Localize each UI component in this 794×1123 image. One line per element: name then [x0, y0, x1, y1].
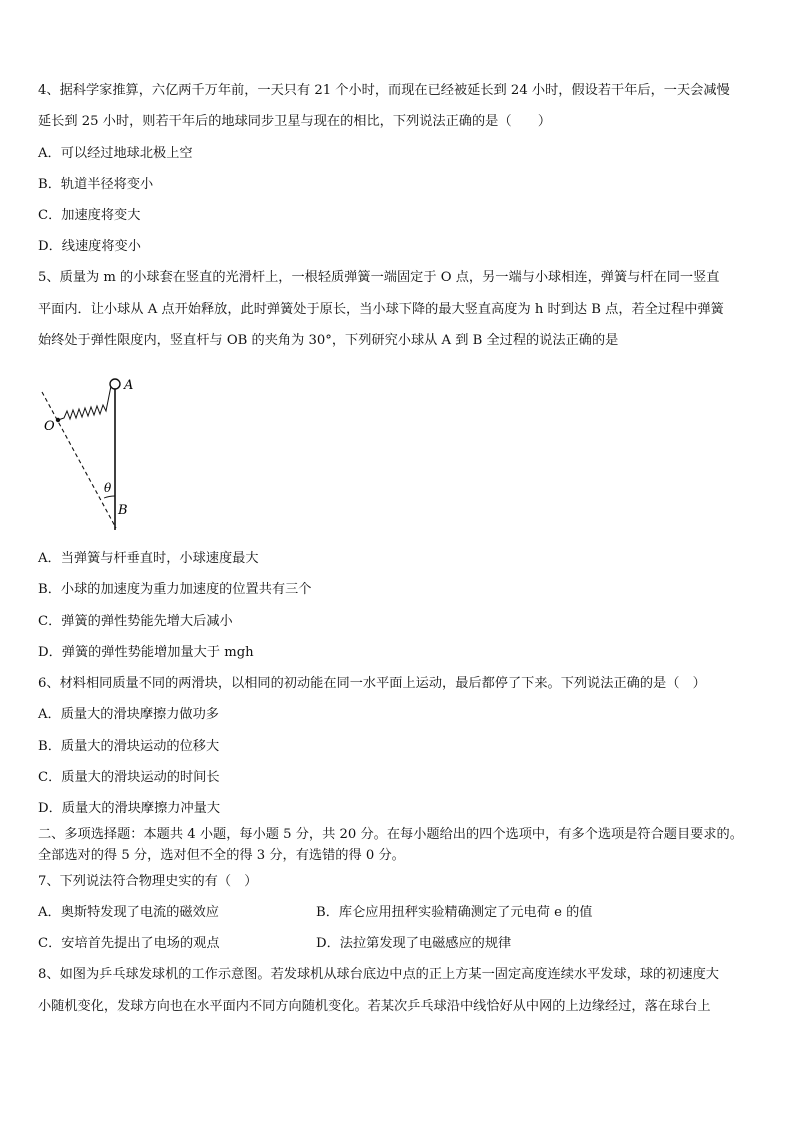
ball-a	[110, 379, 120, 389]
label-o: O	[44, 419, 55, 434]
q5-figure-svg	[36, 364, 146, 534]
q7-option-a: A．奥斯特发现了电流的磁效应	[38, 905, 219, 920]
q6-option-a: A．质量大的滑块摩擦力做功多	[38, 707, 219, 722]
q6-option-b: B．质量大的滑块运动的位移大	[38, 739, 220, 754]
pivot-o	[56, 418, 60, 422]
q7-stem-line-1: 7、下列说法符合物理史实的有（ ）	[38, 874, 258, 889]
q4-stem-line-1: 4、据科学家推算，六亿两千万年前，一天只有 21 个小时，而现在已经被延长到 24 小时，假设若干年后，一天会减慢	[38, 83, 730, 98]
dashed-line-ob	[42, 392, 116, 528]
q4-option-c: C．加速度将变大	[38, 208, 141, 223]
q5-stem-line-3: 始终处于弹性限度内，竖直杆与 OB 的夹角为 30°，下列研究小球从 A 到 B 全过程的说法正确的是	[38, 333, 619, 348]
q5-stem-line-1: 5、质量为 m 的小球套在竖直的光滑杆上，一根轻质弹簧一端固定于 O 点，另一端与小球相连，弹簧与杆在同一竖直	[38, 270, 720, 285]
q7-option-c: C．安培首先提出了电场的观点	[38, 936, 220, 951]
q6-stem-line-1: 6、材料相同质量不同的两滑块，以相同的初动能在同一水平面上运动，最后都停了下来。下列说法正确的是（ ）	[38, 676, 706, 691]
q5-option-c: C．弹簧的弹性势能先增大后减小	[38, 614, 233, 629]
q8-stem-line-1: 8、如图为乒乓球发球机的工作示意图。若发球机从球台底边中点的正上方某一固定高度连续水平发球，球的初速度大	[38, 967, 719, 982]
q6-option-d: D．质量大的滑块摩擦力冲量大	[38, 801, 221, 816]
q5-figure-spring-rod	[36, 364, 146, 534]
q5-stem-line-2: 平面内．让小球从 A 点开始释放，此时弹簧处于原长，当小球下降的最大竖直高度为 h 时到达 B 点，若全过程中弹簧	[38, 302, 724, 317]
q4-stem-line-2: 延长到 25 小时，则若干年后的地球同步卫星与现在的相比，下列说法正确的是（ ）	[38, 114, 552, 129]
q5-option-a: A．当弹簧与杆垂直时，小球速度最大	[38, 551, 259, 566]
label-a: A	[124, 378, 134, 393]
q5-option-b: B．小球的加速度为重力加速度的位置共有三个	[38, 582, 312, 597]
q5-option-d: D．弹簧的弹性势能增加量大于 mgh	[38, 645, 254, 660]
angle-arc	[104, 496, 115, 498]
spring	[58, 386, 111, 420]
label-theta: θ	[104, 481, 112, 495]
section2-instructions-line-1: 二、多项选择题：本题共 4 小题，每小题 5 分，共 20 分。在每小题给出的四个选项中，有多个选项是符合题目要求的。	[38, 827, 743, 842]
q4-option-b: B．轨道半径将变小	[38, 177, 154, 192]
section2-instructions-line-2: 全部选对的得 5 分，选对但不全的得 3 分，有选错的得 0 分。	[38, 848, 405, 863]
q6-option-c: C．质量大的滑块运动的时间长	[38, 770, 220, 785]
q7-option-d: D．法拉第发现了电磁感应的规律	[316, 936, 512, 951]
q4-option-a: A．可以经过地球北极上空	[38, 146, 193, 161]
q7-option-b: B．库仑应用扭秤实验精确测定了元电荷 e 的值	[316, 905, 593, 920]
q4-option-d: D．线速度将变小	[38, 239, 141, 254]
q8-stem-line-2: 小随机变化，发球方向也在水平面内不同方向随机变化。若某次乒乓球沿中线恰好从中网的上边缘经过，落在球台上	[38, 999, 711, 1014]
label-b: B	[118, 503, 128, 518]
